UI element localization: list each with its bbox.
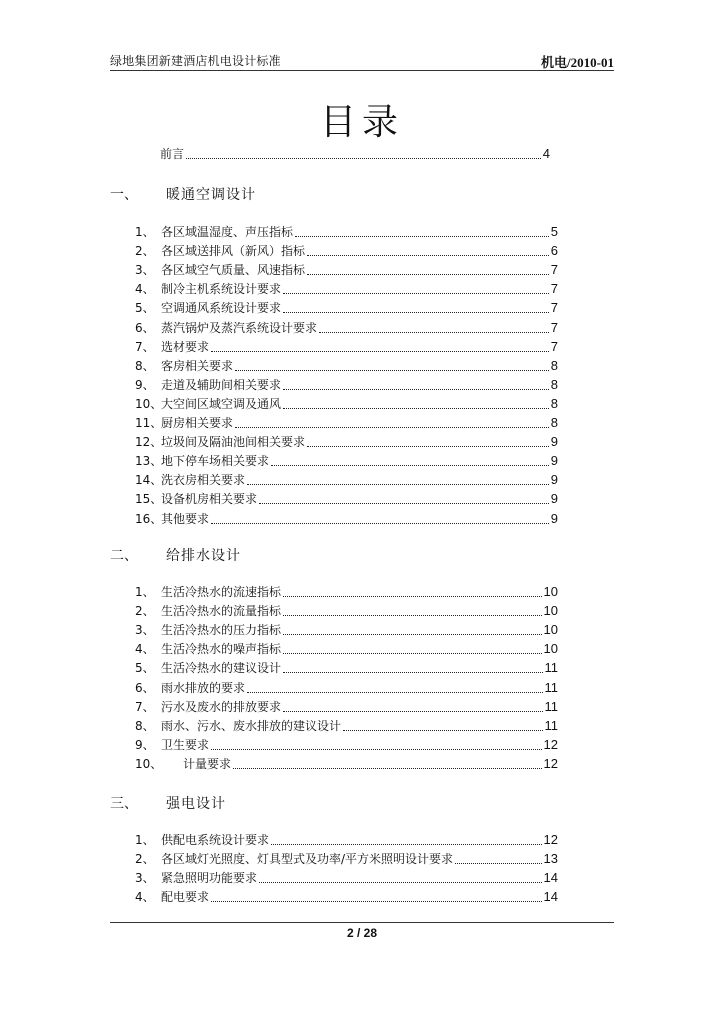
toc-section-title: 强电设计: [166, 796, 226, 812]
toc-entry-number: 8、: [135, 719, 155, 733]
toc-entry[interactable]: [135, 889, 558, 905]
toc-leader: [307, 445, 549, 447]
toc-entry[interactable]: [135, 262, 558, 278]
toc-entry-number: 1、: [135, 225, 155, 239]
toc-section-heading[interactable]: [110, 184, 256, 204]
toc-entry-label: 供配电系统设计要求: [161, 833, 270, 847]
header-document-title: 绿地集团新建酒店机电设计标准: [110, 54, 281, 68]
toc-leader: [455, 862, 541, 864]
toc-entry-number: 10、: [135, 757, 163, 771]
toc-section-title: 暖通空调设计: [166, 187, 256, 203]
toc-leader: [211, 900, 542, 902]
toc-leader: [307, 254, 549, 256]
toc-entry-page: 7: [550, 320, 558, 335]
toc-entry-page: 10: [543, 603, 558, 618]
toc-entry-label: 配电要求: [161, 890, 210, 904]
toc-entry[interactable]: [135, 300, 558, 316]
toc-section-heading[interactable]: [110, 793, 226, 813]
toc-entry-page: 12: [543, 832, 558, 847]
toc-entry-page: 11: [544, 718, 558, 733]
toc-leader: [259, 881, 542, 883]
toc-entry-label: 各区域空气质量、风速指标: [161, 263, 306, 277]
toc-leader: [283, 407, 549, 409]
toc-entry-number: 4、: [135, 282, 155, 296]
toc-entry-page: 14: [543, 870, 558, 885]
toc-entry[interactable]: [135, 339, 558, 355]
toc-entry-number: 2、: [135, 852, 155, 866]
toc-entry-page: 8: [550, 396, 558, 411]
toc-entry[interactable]: [135, 415, 558, 431]
toc-section-number: 三、: [110, 796, 138, 812]
toc-entry[interactable]: [135, 377, 558, 393]
toc-entry[interactable]: [135, 396, 558, 412]
toc-entry-page: 12: [543, 756, 558, 771]
toc-entry-page: 10: [543, 622, 558, 637]
toc-entry-number: 7、: [135, 340, 155, 354]
toc-leader: [247, 483, 549, 485]
toc-entry-label: 客房相关要求: [161, 359, 234, 373]
toc-leader: [271, 464, 549, 466]
toc-entry-number: 15、: [135, 492, 163, 506]
toc-entry-label: 各区域灯光照度、灯具型式及功率/平方米照明设计要求: [161, 852, 454, 866]
toc-entry[interactable]: [135, 434, 558, 450]
toc-entry-number: 1、: [135, 833, 155, 847]
toc-entry-number: 2、: [135, 244, 155, 258]
toc-entry-label: 生活冷热水的流量指标: [161, 604, 282, 618]
toc-entry[interactable]: [135, 603, 558, 619]
toc-entry-page: 11: [544, 680, 558, 695]
toc-leader: [247, 691, 542, 693]
page-header: [110, 48, 614, 71]
toc-entry-page: 9: [550, 434, 558, 449]
toc-entry-page: 11: [544, 699, 558, 714]
toc-entry-page: 10: [543, 641, 558, 656]
toc-entry-number: 3、: [135, 263, 155, 277]
toc-entry-page: 7: [550, 339, 558, 354]
toc-entry[interactable]: [135, 737, 558, 753]
toc-leader: [319, 331, 549, 333]
toc-entry-number: 4、: [135, 890, 155, 904]
toc-entry-number: 6、: [135, 681, 155, 695]
toc-leader: [211, 350, 549, 352]
page-indicator: 2 / 28: [346, 926, 378, 940]
toc-entry-page: 7: [550, 262, 558, 277]
toc-leader: [343, 729, 542, 731]
toc-leader: [259, 502, 549, 504]
toc-entry-label: 各区域送排风（新风）指标: [161, 244, 306, 258]
header-document-code: 机电/2010-01: [541, 55, 614, 70]
toc-entry-number: 5、: [135, 661, 155, 675]
toc-section-number: 一、: [110, 187, 138, 203]
footer-divider: [110, 922, 614, 923]
toc-leader: [283, 595, 542, 597]
toc-preface-page: 4: [542, 146, 550, 161]
toc-entry[interactable]: [135, 281, 558, 297]
toc-leader: [235, 426, 549, 428]
toc-entry-page: 11: [544, 660, 558, 675]
toc-entry-page: 8: [550, 358, 558, 373]
toc-entry[interactable]: [135, 472, 558, 488]
toc-entry-page: 7: [550, 300, 558, 315]
toc-entry-page: 9: [550, 511, 558, 526]
toc-entry-label: 计量要求: [183, 757, 232, 771]
toc-leader: [186, 157, 541, 159]
toc-entry-number: 9、: [135, 378, 155, 392]
toc-entry-number: 2、: [135, 604, 155, 618]
toc-entry-label: 选材要求: [161, 340, 210, 354]
toc-entry-label: 地下停车场相关要求: [161, 454, 270, 468]
toc-leader: [271, 843, 542, 845]
toc-entry[interactable]: [135, 699, 558, 715]
toc-entry-number: 1、: [135, 585, 155, 599]
toc-entry-page: 9: [550, 453, 558, 468]
toc-entry[interactable]: [135, 660, 558, 676]
toc-entry[interactable]: [135, 491, 558, 507]
toc-entry-number: 8、: [135, 359, 155, 373]
toc-leader: [211, 522, 549, 524]
toc-entry[interactable]: [135, 511, 558, 527]
toc-entry-number: 10、: [135, 397, 163, 411]
toc-leader: [283, 292, 549, 294]
toc-leader: [283, 710, 542, 712]
toc-entry[interactable]: [135, 243, 558, 259]
toc-entry-page: 12: [543, 737, 558, 752]
toc-entry-number: 11、: [135, 416, 163, 430]
toc-entry-page: 13: [543, 851, 558, 866]
toc-entry-number: 12、: [135, 435, 163, 449]
toc-entry-label: 紧急照明功能要求: [161, 871, 258, 885]
toc-leader: [283, 388, 549, 390]
toc-entry[interactable]: [135, 358, 558, 374]
toc-preface[interactable]: [160, 146, 550, 162]
toc-title: 目录: [319, 102, 404, 143]
toc-entry-label: 其他要求: [161, 512, 210, 526]
toc-leader: [283, 652, 542, 654]
toc-leader: [295, 235, 549, 237]
toc-entry-label: 污水及废水的排放要求: [161, 700, 282, 714]
toc-entry-number: 16、: [135, 512, 163, 526]
toc-leader: [211, 748, 542, 750]
toc-entry[interactable]: [135, 320, 558, 336]
toc-entry[interactable]: [135, 870, 558, 886]
toc-entry-number: 6、: [135, 321, 155, 335]
toc-entry[interactable]: [135, 680, 558, 696]
toc-entry-page: 10: [543, 584, 558, 599]
toc-entry-label: 生活冷热水的噪声指标: [161, 642, 282, 656]
toc-section-number: 二、: [110, 548, 138, 564]
toc-entry-label: 生活冷热水的建议设计: [161, 661, 282, 675]
toc-leader: [283, 311, 549, 313]
toc-entry[interactable]: [135, 756, 558, 772]
toc-entry-label: 卫生要求: [161, 738, 210, 752]
toc-section-heading[interactable]: [110, 545, 241, 565]
toc-entry-label: 空调通风系统设计要求: [161, 301, 282, 315]
toc-entry-number: 13、: [135, 454, 163, 468]
toc-entry-label: 制冷主机系统设计要求: [161, 282, 282, 296]
toc-entry-label: 蒸汽锅炉及蒸汽系统设计要求: [161, 321, 318, 335]
toc-entry-label: 雨水、污水、废水排放的建议设计: [161, 719, 342, 733]
toc-preface-label: 前言: [160, 147, 185, 161]
toc-leader: [283, 633, 542, 635]
toc-entry-number: 7、: [135, 700, 155, 714]
toc-entry-page: 8: [550, 415, 558, 430]
toc-entry-label: 大空间区域空调及通风: [161, 397, 282, 411]
toc-entry-page: 9: [550, 491, 558, 506]
toc-entry-number: 5、: [135, 301, 155, 315]
toc-entry-number: 9、: [135, 738, 155, 752]
toc-entry-page: 9: [550, 472, 558, 487]
toc-entry[interactable]: [135, 718, 558, 734]
toc-entry-page: 6: [550, 243, 558, 258]
toc-leader: [283, 614, 542, 616]
toc-entry-page: 5: [550, 224, 558, 239]
toc-entry-label: 生活冷热水的流速指标: [161, 585, 282, 599]
toc-entry-label: 各区域温湿度、声压指标: [161, 225, 294, 239]
toc-entry-page: 7: [550, 281, 558, 296]
toc-section-title: 给排水设计: [166, 548, 241, 564]
toc-entry-label: 走道及辅助间相关要求: [161, 378, 282, 392]
toc-entry-label: 生活冷热水的压力指标: [161, 623, 282, 637]
toc-entry[interactable]: [135, 851, 558, 867]
toc-entry[interactable]: [135, 832, 558, 848]
toc-entry[interactable]: [135, 584, 558, 600]
toc-entry[interactable]: [135, 622, 558, 638]
toc-entry-number: 3、: [135, 623, 155, 637]
toc-entry-number: 14、: [135, 473, 163, 487]
toc-entry-number: 4、: [135, 642, 155, 656]
toc-leader: [233, 767, 542, 769]
toc-leader: [307, 273, 549, 275]
toc-leader: [283, 671, 542, 673]
toc-entry-label: 洗衣房相关要求: [161, 473, 246, 487]
toc-entry-page: 8: [550, 377, 558, 392]
toc-entry-page: 14: [543, 889, 558, 904]
toc-entry[interactable]: [135, 224, 558, 240]
toc-leader: [235, 369, 549, 371]
toc-entry-label: 雨水排放的要求: [161, 681, 246, 695]
toc-entry-number: 3、: [135, 871, 155, 885]
toc-entry-label: 垃圾间及隔油池间相关要求: [161, 435, 306, 449]
toc-entry-label: 设备机房相关要求: [161, 492, 258, 506]
toc-entry-label: 厨房相关要求: [161, 416, 234, 430]
toc-entry[interactable]: [135, 453, 558, 469]
toc-entry[interactable]: [135, 641, 558, 657]
